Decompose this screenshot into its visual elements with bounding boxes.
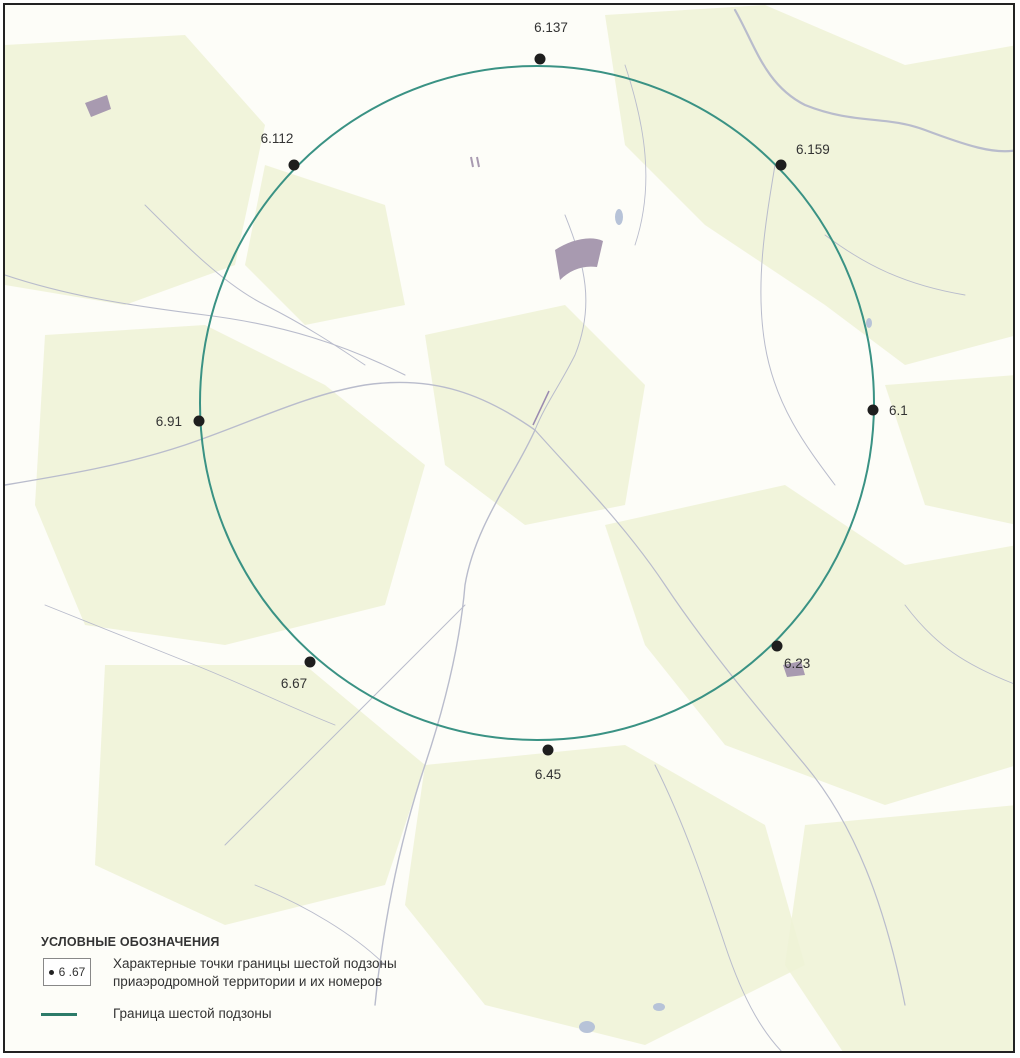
boundary-point-marker [772, 641, 783, 652]
map-frame [3, 3, 1015, 1053]
water-body [866, 318, 872, 328]
boundary-point-label: 6.1 [889, 403, 908, 418]
legend-point-swatch [43, 958, 91, 986]
boundary-point-label: 6.91 [155, 414, 182, 429]
legend-point-line1: Характерные точки границы шестой подзоны [113, 956, 397, 971]
vegetation-patch [885, 375, 1015, 525]
boundary-point-label: 6.67 [280, 676, 308, 691]
point-dot-icon [49, 970, 54, 975]
boundary-point-marker [776, 160, 787, 171]
legend-point-description [113, 955, 397, 991]
vegetation-patch [35, 325, 425, 645]
boundary-point-marker [289, 160, 300, 171]
settlement-shape [477, 157, 479, 167]
boundary-point-marker [535, 54, 546, 65]
water-body [579, 1021, 595, 1033]
water-body [653, 1003, 665, 1011]
vegetation-patch [95, 665, 425, 925]
vegetation-patch [605, 5, 1015, 365]
vegetation-patch [245, 165, 405, 325]
vegetation-layer [5, 5, 1015, 1053]
legend-line-swatch [41, 1013, 77, 1016]
vegetation-patch [605, 485, 1015, 805]
boundary-point-marker [868, 405, 879, 416]
legend [41, 935, 521, 1035]
vegetation-patch [425, 305, 645, 525]
boundary-point-marker [543, 745, 554, 756]
water-body [615, 209, 623, 225]
boundary-point-marker [305, 657, 316, 668]
legend-point-line2: приаэродромной территории и их номеров [113, 974, 383, 989]
boundary-point-label: 6.23 [784, 656, 811, 671]
settlement-shape [471, 157, 473, 167]
boundary-point-label: 6.112 [260, 131, 294, 146]
vegetation-patch [5, 35, 265, 305]
legend-row-points [41, 958, 521, 991]
boundary-point-marker [194, 416, 205, 427]
vegetation-patch [785, 805, 1015, 1053]
legend-point-sample: 6 .67 [58, 965, 86, 979]
boundary-point-label: 6.45 [534, 767, 562, 782]
settlement-shape [555, 238, 603, 280]
legend-row-line [41, 1005, 521, 1021]
legend-title: УСЛОВНЫЕ ОБОЗНАЧЕНИЯ [41, 935, 220, 949]
map-canvas [5, 5, 1015, 1053]
legend-line-description: Граница шестой подзоны [113, 1006, 272, 1021]
boundary-point-label: 6.159 [796, 142, 830, 157]
boundary-point-label: 6.137 [534, 20, 568, 35]
